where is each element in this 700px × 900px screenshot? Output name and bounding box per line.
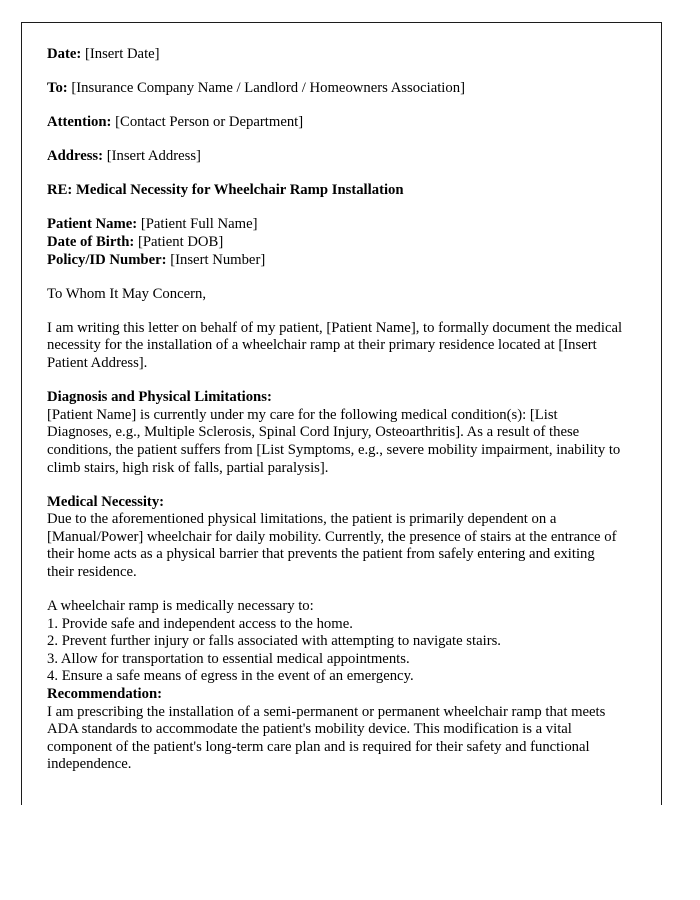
section-recommendation (47, 686, 625, 774)
section-medical-necessity (47, 494, 625, 582)
section-diagnosis (47, 389, 625, 477)
patient-info-name (47, 216, 625, 234)
header-field-address-value: [Insert Address] (106, 148, 201, 165)
header-field-address (47, 148, 625, 166)
patient-info-dob (47, 234, 625, 252)
header-field-attention-value: [Contact Person or Department] (115, 114, 304, 131)
header-field-date (47, 46, 625, 64)
necessity-list-block (47, 598, 625, 686)
document-content (47, 46, 625, 791)
header-field-attention-label: Attention: (47, 114, 112, 131)
header-field-attention (47, 114, 625, 132)
header-field-address-label: Address: (47, 148, 104, 165)
necessity-list-intro: A wheelchair ramp is medically necessary to: (47, 598, 314, 615)
subject-line: RE: Medical Necessity for Wheelchair Ramp Installation (47, 182, 404, 199)
patient-info-policy-value: [Insert Number] (170, 251, 266, 268)
patient-info-policy-label: Policy/ID Number: (47, 251, 167, 268)
section-diagnosis-body: [Patient Name] is currently under my care for the following medical condition(s): [List Diagnoses, e.g., Multiple Sclerosis, Spinal Cord Injury, Osteoarthritis]. As a result of these conditions, the patient suffers from [List Symptoms, e.g., severe mobility impairment, inability to climb stairs, high risk of falls, partial paralysis]. (47, 406, 621, 476)
section-recommendation-heading: Recommendation: (47, 686, 163, 703)
section-medical-necessity-body: Due to the aforementioned physical limitations, the patient is primarily dependent on a [Manual/Power] wheelchair for daily mobility. Currently, the presence of stairs at the entrance of their home acts as a physical barrier that prevents the patient from safely entering and exiting their residence. (47, 511, 617, 580)
necessity-list-item: 4. Ensure a safe means of egress in the event of an emergency. (47, 668, 414, 685)
section-medical-necessity-heading: Medical Necessity: (47, 493, 165, 510)
document-page (21, 22, 662, 805)
patient-info-dob-label: Date of Birth: (47, 234, 135, 251)
opening-paragraph: I am writing this letter on behalf of my patient, [Patient Name], to formally document the medical necessity for the installation of a wheelchair ramp at their primary residence located at [Insert Patient Address]. (47, 319, 623, 372)
patient-info-policy (47, 252, 625, 270)
header-field-to (47, 80, 625, 98)
patient-info-block (47, 216, 625, 269)
section-recommendation-body: I am prescribing the installation of a semi-permanent or permanent wheelchair ramp that meets ADA standards to accommodate the patient's mobility device. This modification is a vital component of the patient's long-term care plan and is required for their safety and functional independence. (47, 703, 606, 773)
header-field-date-value: [Insert Date] (84, 46, 160, 62)
necessity-list-item: 3. Allow for transportation to essential medical appointments. (47, 650, 410, 667)
patient-info-name-value: [Patient Full Name] (140, 216, 258, 233)
header-field-date-label: Date: (47, 46, 82, 62)
section-diagnosis-heading: Diagnosis and Physical Limitations: (47, 389, 272, 406)
necessity-list-item: 2. Prevent further injury or falls associated with attempting to navigate stairs. (47, 633, 501, 650)
patient-info-name-label: Patient Name: (47, 216, 138, 233)
header-field-to-label: To: (47, 80, 68, 97)
salutation: To Whom It May Concern, (47, 285, 207, 302)
patient-info-dob-value: [Patient DOB] (137, 234, 224, 251)
necessity-list-item: 1. Provide safe and independent access to the home. (47, 615, 353, 632)
header-field-to-value: [Insurance Company Name / Landlord / Homeowners Association] (71, 80, 465, 97)
